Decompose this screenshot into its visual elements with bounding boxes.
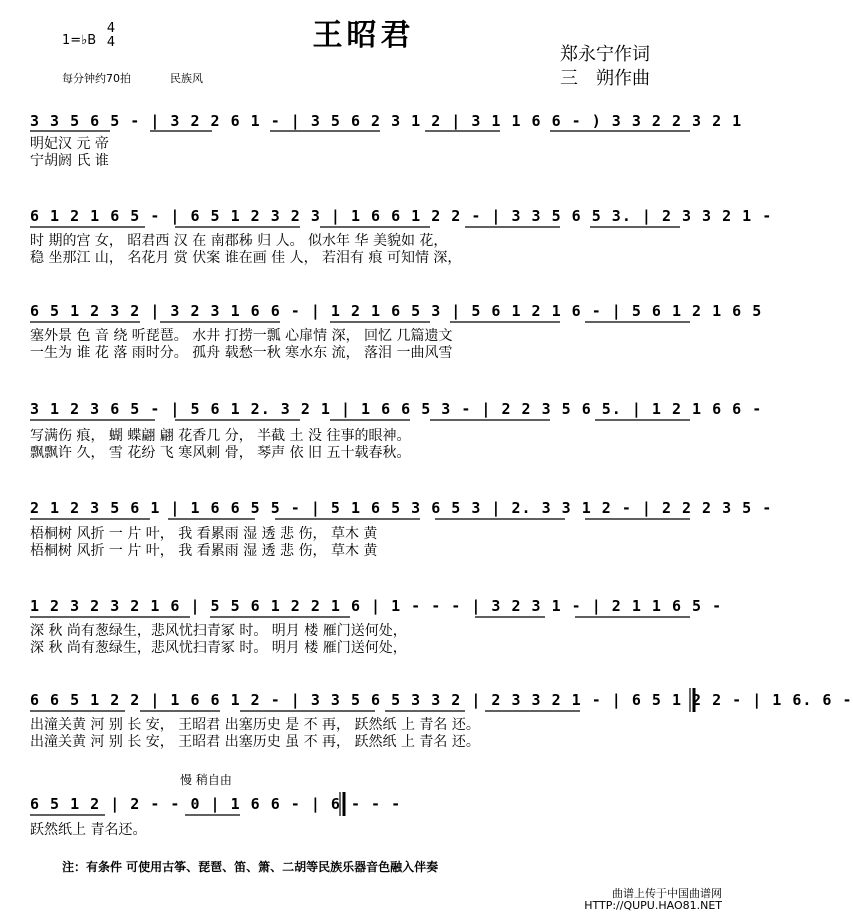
notation-line-5: 2 1 2 3 5 6 1 | 1 6 6 5 5 - | 5 1 6 5 3 6 5 3 | 2. 3 3 1 2 - | 2 2 2 3 5 - bbox=[30, 499, 773, 517]
tempo-annotation: 慢 稍自由 bbox=[180, 773, 232, 787]
lyric-line-2a: 时 期的宫 女， 昭君西 汉 在 南郡秭 归 人。 似水年 华 美貌如 花， bbox=[30, 233, 448, 249]
lyric-line-5a: 梧桐树 风折 一 片 叶， 我 看累雨 湿 透 悲 伤， 草木 黄 bbox=[30, 526, 378, 542]
tempo-marking: 每分钟约70拍 bbox=[62, 72, 131, 85]
song-title: 王昭君 bbox=[312, 18, 415, 53]
notation-line-1: 3 3 5 6 5 - | 3 2 2 6 1 - | 3 5 6 2 3 1 2 | 3 1 1 6 6 - ) 3 3 2 2 3 2 1 bbox=[30, 112, 743, 130]
notation-line-6: 1 2 3 2 3 2 1 6 | 5 5 6 1 2 2 1 6 | 1 - - - | 3 2 3 1 - | 2 1 1 6 5 - bbox=[30, 597, 723, 615]
notation-line-2: 6 1 2 1 6 5 - | 6 5 1 2 3 2 3 | 1 6 6 1 2 2 - | 3 3 5 6 5 3. | 2 3 3 2 1 - bbox=[30, 207, 773, 225]
notation-line-3: 6 5 1 2 3 2 | 3 2 3 1 6 6 - | 1 2 1 6 5 3 | 5 6 1 2 1 6 - | 5 6 1 2 1 6 5 bbox=[30, 302, 763, 320]
lyric-line-5b: 梧桐树 风折 一 片 叶， 我 看累雨 湿 透 悲 伤， 草木 黄 bbox=[30, 543, 378, 559]
watermark-line-2: HTTP://QUPU.HAO81.NET bbox=[584, 899, 722, 912]
notation-line-7: 6 6 5 1 2 2 | 1 6 6 1 2 - | 3 3 5 6 5 3 3 2 | 2 3 3 2 1 - | 6 5 1 2 2 - | 1 6. 6 - bbox=[30, 691, 853, 709]
style-marking: 民族风 bbox=[170, 72, 203, 85]
lyric-line-3b: 一生为 谁 花 落 雨时分。 孤舟 载愁一秋 寒水东 流， 落泪 一曲风雪 bbox=[30, 345, 453, 361]
lyric-line-3a: 塞外景 色 音 绕 听琵琶。 水井 打捞一瓢 心扉情 深， 回忆 几篇遗文 bbox=[30, 328, 453, 344]
time-sig-bottom: 4 bbox=[106, 35, 116, 50]
lyric-line-2b: 稳 坐那江 山， 名花月 赏 伏案 谁在画 佳 人， 若泪有 痕 可知情 深， bbox=[30, 250, 462, 266]
composer-credit: 三 朔作曲 bbox=[560, 68, 650, 89]
lyric-line-1a: 明妃汉 元 帝 bbox=[30, 136, 109, 152]
lyric-line-4b: 飘飘许 久， 雪 花纷 飞 寒风刺 骨， 琴声 依 旧 五十载春秋。 bbox=[30, 445, 411, 461]
lyric-line-7a: 出潼关黄 河 别 长 安， 王昭君 出塞历史 是 不 再， 跃然纸 上 青名 还。 bbox=[30, 717, 480, 733]
instrument-footnote: 注：有条件 可使用古筝、琵琶、笛、箫、二胡等民族乐器音色融入伴奏 bbox=[62, 860, 439, 874]
lyric-line-4a: 写满伤 痕， 蝴 蝶翩 翩 花香几 分， 半截 土 没 往事的眼神。 bbox=[30, 428, 411, 444]
time-sig-top: 4 bbox=[106, 21, 116, 36]
notation-line-4: 3 1 2 3 6 5 - | 5 6 1 2. 3 2 1 | 1 6 6 5 3 - | 2 2 3 5 6 5. | 1 2 1 6 6 - bbox=[30, 400, 763, 418]
watermark-line-1: 曲谱上传于中国曲谱网 bbox=[612, 887, 722, 900]
lyric-line-8a: 跃然纸上 青名还。 bbox=[30, 822, 147, 838]
notation-line-8: 6 5 1 2 | 2 - - 0 | 1 6 6 - | 6 - - - bbox=[30, 795, 402, 813]
lyric-line-6a: 深 秋 尚有葱绿生，悲风忧扫青冢 时。 明月 楼 雁门送何处， bbox=[30, 623, 407, 639]
key-signature: 1=♭B bbox=[62, 33, 97, 48]
lyric-line-1b: 宁胡阏 氏 谁 bbox=[30, 153, 109, 169]
lyric-line-6b: 深 秋 尚有葱绿生，悲风忧扫青冢 时。 明月 楼 雁门送何处， bbox=[30, 640, 407, 656]
lyricist-credit: 郑永宁作词 bbox=[560, 44, 650, 65]
lyric-line-7b: 出潼关黄 河 别 长 安， 王昭君 出塞历史 虽 不 再， 跃然纸 上 青名 还。 bbox=[30, 734, 480, 750]
